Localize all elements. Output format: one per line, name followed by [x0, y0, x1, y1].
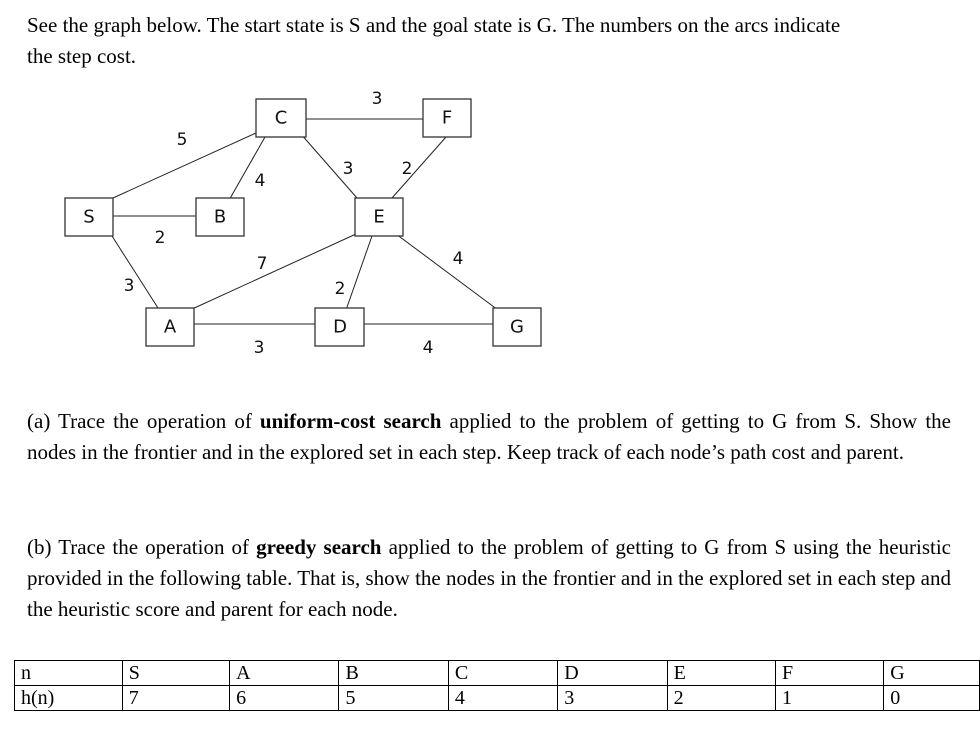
cost-f-e: 2: [401, 159, 413, 179]
cost-a-e: 7: [256, 254, 268, 274]
node-s: [65, 198, 113, 236]
table-cell: n: [15, 661, 123, 686]
table-cell: 1: [775, 686, 883, 711]
intro-line-1: See the graph below. The start state is S and the goal state is G. The numbers on the arcs indicate: [27, 13, 841, 37]
cost-s-c: 5: [176, 130, 188, 150]
part-a-prefix: (a) Trace the operation of: [27, 409, 260, 433]
table-cell: 2: [667, 686, 775, 711]
table-cell: 0: [884, 686, 980, 711]
node-a: [146, 308, 194, 346]
table-cell: F: [775, 661, 883, 686]
cost-s-a: 3: [123, 276, 135, 296]
table-row-values: [15, 686, 980, 711]
table-cell: 4: [448, 686, 557, 711]
part-b-bold: greedy search: [256, 535, 382, 559]
node-d-label: D: [333, 316, 347, 338]
table-cell: S: [122, 661, 229, 686]
table-cell: B: [339, 661, 448, 686]
table-cell: 6: [230, 686, 339, 711]
part-a-paragraph: [27, 406, 951, 468]
node-e: [355, 198, 403, 236]
edge-a-e: [190, 234, 356, 310]
part-a-suffix: applied to the problem of getting to G from S. Show the nodes in the frontier and in the explored set in each step. Keep track of each node’s path cost and parent.: [27, 409, 951, 464]
edge-f-e: [392, 137, 446, 198]
edge-s-a: [112, 236, 158, 308]
intro-line-2: the step cost.: [27, 44, 137, 68]
node-b: [196, 198, 244, 236]
table-cell: h(n): [15, 686, 123, 711]
edge-e-g: [396, 234, 498, 310]
cost-b-c: 4: [254, 171, 266, 191]
node-g: [493, 308, 541, 346]
node-c-label: C: [274, 107, 288, 129]
node-g-label: G: [510, 316, 524, 338]
table-cell: 3: [558, 686, 667, 711]
edge-b-c: [228, 137, 265, 202]
part-a-bold: uniform-cost search: [259, 409, 442, 433]
node-c: [256, 99, 306, 137]
table-cell: G: [884, 661, 980, 686]
cost-s-b: 2: [154, 228, 166, 248]
table-cell: C: [448, 661, 557, 686]
table-cell: 5: [339, 686, 448, 711]
edge-d-e: [346, 236, 372, 310]
cost-d-e: 2: [334, 279, 346, 299]
node-a-label: A: [163, 316, 177, 338]
cost-a-d: 3: [253, 338, 265, 358]
heuristic-table: [14, 660, 980, 711]
part-b-suffix: applied to the problem of getting to G from S using the heuristic provided in the following table. That is, show the nodes in the frontier and in the explored set in each step and the heuristic score and parent for each node.: [27, 535, 952, 621]
table-row-header: [15, 661, 980, 686]
cost-c-f: 3: [371, 89, 383, 109]
table-cell: A: [230, 661, 339, 686]
cost-c-e: 3: [342, 159, 354, 179]
cost-e-g: 4: [452, 249, 464, 269]
part-b-paragraph: [27, 532, 951, 625]
node-d: [315, 308, 364, 346]
cost-d-g: 4: [422, 338, 434, 358]
part-b-prefix: (b) Trace the operation of: [27, 535, 257, 559]
node-f: [423, 99, 471, 137]
node-b-label: B: [213, 206, 227, 228]
node-e-label: E: [373, 206, 385, 228]
table-cell: E: [667, 661, 775, 686]
table-cell: D: [558, 661, 667, 686]
table-cell: 7: [122, 686, 229, 711]
node-f-label: F: [441, 107, 453, 129]
node-s-label: S: [83, 206, 95, 228]
